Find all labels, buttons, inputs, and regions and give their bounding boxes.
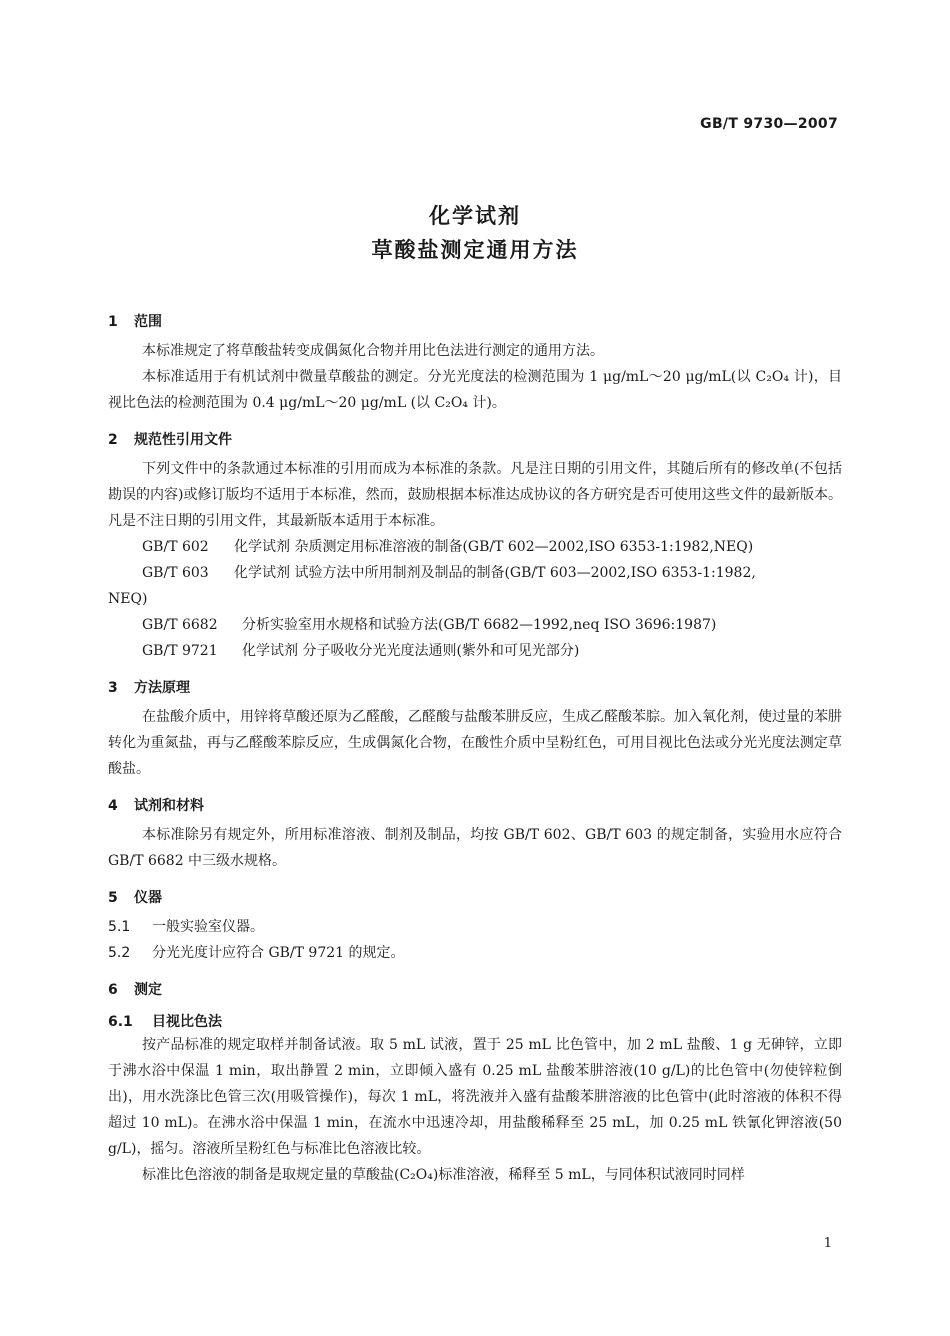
section-title: 方法原理 (134, 680, 190, 696)
subsection-title: 目视比色法 (152, 1014, 222, 1030)
clause-text: 分光光度计应符合 GB/T 9721 的规定。 (152, 945, 405, 961)
section-title: 试剂和材料 (134, 798, 204, 814)
section-5-heading (108, 888, 842, 908)
section-1-heading (108, 312, 842, 332)
page-number: 1 (823, 1236, 832, 1251)
section-title: 仪器 (134, 890, 162, 906)
section-number: 2 (108, 432, 118, 448)
reference-text: 化学试剂 分子吸收分光光度法通则(紫外和可见光部分) (242, 643, 580, 659)
section-6-paragraph-2: 标准比色溶液的制备是取规定量的草酸盐(C₂O₄)标准溶液，稀释至 5 mL，与同体积试液同时同样 (142, 1167, 745, 1183)
reference-code: GB/T 9721 (142, 643, 218, 659)
standard-code: GB/T 9730—2007 (700, 116, 838, 132)
section-2-heading (108, 430, 842, 450)
section-title: 规范性引用文件 (134, 432, 232, 448)
section-3-heading (108, 678, 842, 698)
section-number: 4 (108, 798, 118, 814)
section-number: 1 (108, 314, 118, 330)
reference-text: 化学试剂 试验方法中所用制剂及制品的制备(GB/T 603—2002,ISO 6353-1:1982, (234, 565, 756, 581)
section-1-paragraph-1: 本标准规定了将草酸盐转变成偶氮化合物并用比色法进行测定的通用方法。 (142, 343, 604, 359)
reference-text: 分析实验室用水规格和试验方法(GB/T 6682—1992,neq ISO 3696:1987) (242, 617, 717, 633)
reference-item (108, 560, 842, 586)
subsection-6-1-heading (108, 1012, 842, 1032)
clause-text: 一般实验室仪器。 (152, 919, 264, 935)
section-2-paragraph-1: 下列文件中的条款通过本标准的引用而成为本标准的条款。凡是注日期的引用文件，其随后所有的修改单(不包括勘误的内容)或修订版均不适用于本标准，然而，鼓励根据本标准达成协议的各方研究是否可使用这些文件的最新版本。凡是不注日期的引用文件，其最新版本适用于本标准。 (108, 461, 842, 529)
section-number: 5 (108, 890, 118, 906)
section-number: 3 (108, 680, 118, 696)
reference-code: GB/T 6682 (142, 617, 218, 633)
section-6-paragraph-1: 按产品标准的规定取样并制备试液。取 5 mL 试液，置于 25 mL 比色管中，加 2 mL 盐酸、1 g 无砷锌，立即于沸水浴中保温 1 min，取出静置 2 min，立即倾入盛有 0.25 mL 盐酸苯肼溶液(10 g/L)的比色管中(勿使锌粒倒出)，用水洗涤比色管三次(用吸管操作)，每次 1 mL，将洗液并入盛有盐酸苯肼溶液的比色管中(此时溶液的体积不得超过 10 mL)。在沸水浴中保温 1 min，在流水中迅速冷却，用盐酸稀释至 25 mL，加 0.25 mL 铁氰化钾溶液(50 g/L)，摇匀。溶液所呈粉红色与标准比色溶液比较。 (108, 1037, 842, 1157)
clause-5-2 (108, 940, 842, 966)
section-4-heading (108, 796, 842, 816)
reference-code: GB/T 602 (142, 539, 209, 555)
reference-item (108, 534, 842, 560)
section-3-paragraph-1: 在盐酸介质中，用锌将草酸还原为乙醛酸，乙醛酸与盐酸苯肼反应，生成乙醛酸苯腙。加入氧化剂，使过量的苯肼转化为重氮盐，再与乙醛酸苯腙反应，生成偶氮化合物，在酸性介质中呈粉红色，可用目视比色法或分光光度法测定草酸盐。 (108, 709, 842, 777)
subsection-number: 6.1 (108, 1014, 133, 1030)
reference-text: 化学试剂 杂质测定用标准溶液的制备(GB/T 602—2002,ISO 6353-1:1982,NEQ) (234, 539, 754, 555)
section-title: 测定 (134, 982, 162, 998)
reference-continuation: NEQ) (108, 591, 148, 607)
reference-item (108, 638, 842, 664)
section-4-paragraph-1: 本标准除另有规定外，所用标准溶液、制剂及制品，均按 GB/T 602、GB/T 603 的规定制备，实验用水应符合 GB/T 6682 中三级水规格。 (108, 827, 842, 869)
section-title: 范围 (134, 314, 162, 330)
title-line-1: 化学试剂 (429, 204, 521, 228)
clause-number: 5.2 (108, 945, 131, 961)
section-number: 6 (108, 982, 118, 998)
section-6-heading (108, 980, 842, 1000)
clause-5-1 (108, 914, 842, 940)
reference-code: GB/T 603 (142, 565, 209, 581)
reference-item (108, 612, 842, 638)
clause-number: 5.1 (108, 919, 131, 935)
document-body (108, 312, 842, 1188)
section-1-paragraph-2: 本标准适用于有机试剂中微量草酸盐的测定。分光光度法的检测范围为 1 μg/mL～20 μg/mL(以 C₂O₄ 计)，目视比色法的检测范围为 0.4 μg/mL～20 μg/mL (以 C₂O₄ 计)。 (108, 369, 842, 411)
title-line-2: 草酸盐测定通用方法 (371, 238, 579, 262)
